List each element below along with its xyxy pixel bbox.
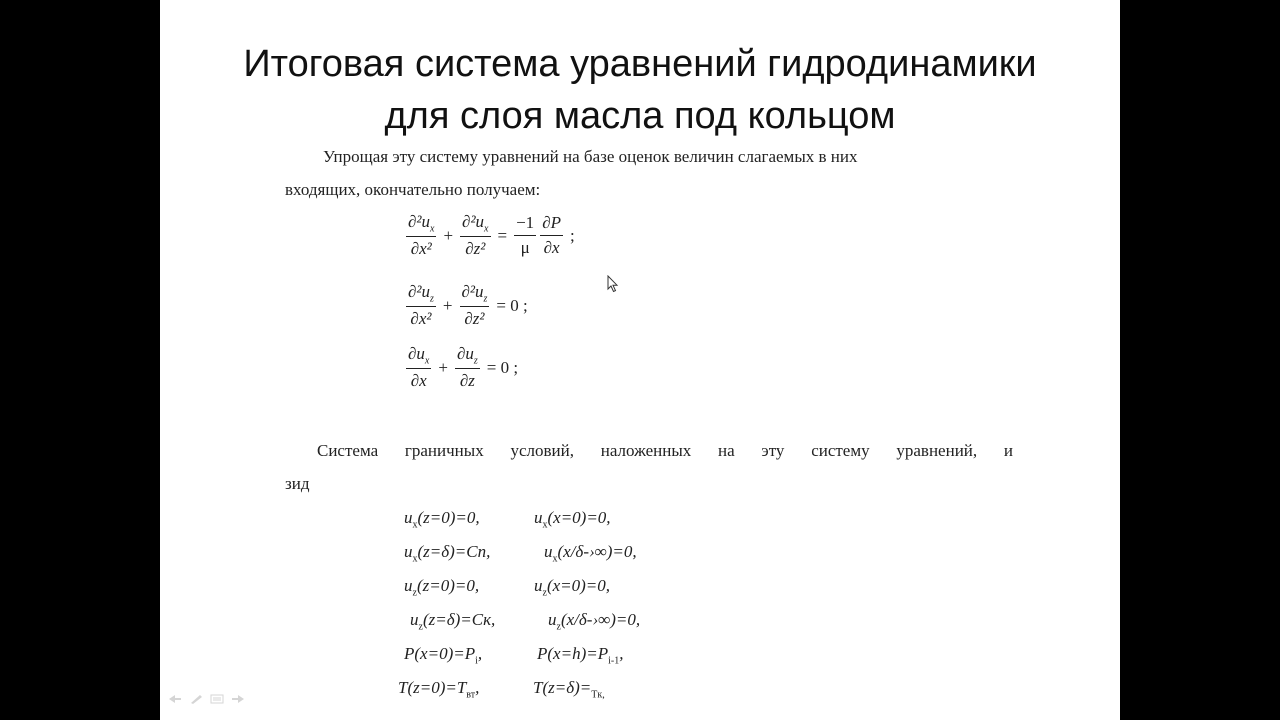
boundary-line-2: зид [285, 474, 310, 493]
intro-line-2: входящих, окончательно получаем: [285, 180, 541, 199]
fraction: $\frac{\partial^2u_z}{\text{∂z²}}$ [461, 282, 488, 329]
condition-row-6: $T(z=0)=T_{вт}$, $T(z=\delta)=_{Tк,}$ [398, 678, 605, 701]
next-slide-icon[interactable] [231, 694, 245, 704]
slide-title [160, 38, 1120, 142]
intro-line-1: Упрощая эту систему уравнений на базе оценок величин слагаемых в них [323, 147, 858, 166]
fraction: $\frac{\partial u_z}{\partial z}$ [456, 344, 478, 391]
fraction: $\frac{\partial P}{\partial x}$ [542, 213, 561, 258]
menu-icon[interactable] [210, 694, 224, 704]
fraction: $\frac{\partial^2u_x}{\text{∂z²}}$ [462, 212, 489, 259]
condition-row-5: $P(x=0)=P_i$, $P(x=h)=P_{i-1}$, [404, 644, 624, 667]
fraction: $\frac{\partial^2u_z}{\text{∂x²}}$ [408, 282, 434, 329]
equation-1: $\frac{\partial^2u_x}{\text{∂x²}}$ + $\frac{\partial^2u_x}{\text{∂z²}}$ = $\frac{-1}{\mu}$ $\frac{\partial P}{\partial x}$ ; [408, 212, 575, 259]
intro-paragraph [285, 140, 1015, 206]
boundary-paragraph [285, 434, 1013, 500]
fraction: $\frac{\partial u_x}{\partial x}$ [408, 344, 430, 391]
fraction: $\frac{-1}{\mu}$ [516, 213, 535, 258]
boundary-line-1: Система граничных условий, наложенных на эту систему уравнений, и [317, 441, 1013, 460]
condition-row-4: $u_z(z=\delta)=Cк$, $u_z(x/\delta-›\infty)=0$, [410, 610, 641, 633]
equation-2: $\frac{\partial^2u_z}{\text{∂x²}}$ + $\frac{\partial^2u_z}{\text{∂z²}}$ = 0 ; [408, 282, 528, 329]
fraction: $\frac{\partial^2u_x}{\text{∂x²}}$ [408, 212, 435, 259]
pen-icon[interactable] [189, 694, 203, 704]
condition-row-2: $u_x(z=\delta)=Cп$, $u_x(x/\delta-›\infty)=0$, [404, 542, 637, 565]
slide [160, 0, 1120, 720]
title-line-1: Итоговая система уравнений гидродинамики [243, 43, 1037, 85]
slideshow-controls [168, 694, 245, 704]
equation-3: $\frac{\partial u_x}{\partial x}$ + $\frac{\partial u_z}{\partial z}$ = 0 ; [408, 344, 519, 391]
title-line-2: для слоя масла под кольцом [384, 95, 896, 137]
condition-row-3: $u_z(z=0)=0$, $u_z(x=0)=0$, [404, 576, 611, 599]
mouse-pointer-icon [607, 275, 619, 293]
condition-row-1: $u_x(z=0)=0$, $u_x(x=0)=0$, [404, 508, 611, 531]
prev-slide-icon[interactable] [168, 694, 182, 704]
